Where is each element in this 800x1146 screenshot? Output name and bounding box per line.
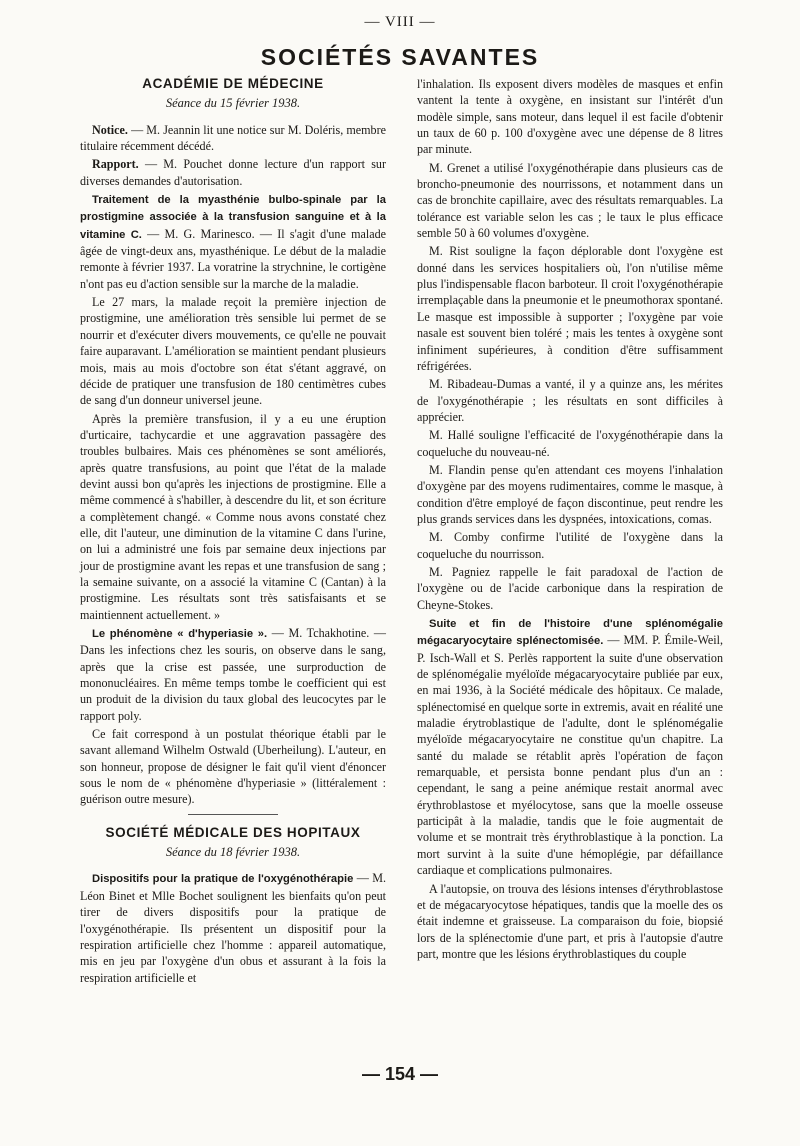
- notice-label: Notice.: [92, 122, 128, 137]
- left-column: [80, 76, 386, 988]
- myasthenie-paragraph: [80, 191, 386, 292]
- page-number: — 154 —: [361, 1064, 439, 1084]
- hopitaux-session: Séance du 18 février 1938.: [165, 845, 301, 860]
- right-column: [417, 76, 723, 964]
- paragraph: M. Grenet a utilisé l'oxygénothérapie dans plusieurs cas de broncho-pneumonie des nourrissons, et notamment dans un cas de bronchite capillaire, avec des résultats remarquables. La tolérance est variable selon les cas ; le taux le plus efficace semble 50 à 60 volumes d'oxygène.: [417, 160, 723, 241]
- paragraph: Le 27 mars, la malade reçoit la première injection de prostigmine, une amélioration très sensible lui permet de se nourrir et d'exécuter divers mouvements, ce qu'elle ne pouvait faire auparavant. L'amélioration se maintient pendant plusieurs mois, mais au mois d'octobre son état s'étant aggravé, on décide de pratiquer une transfusion de 180 centimètres cubes de sang d'un donneur universel jeune.: [80, 295, 386, 408]
- notice-paragraph: [80, 122, 386, 155]
- dispositifs-text: — M. Léon Binet et Mlle Bochet soulignent les bienfaits qu'on peut tirer de divers dispositifs pour la pratique de l'oxygénothérapie. Ils présentent un dispositif pour la respiration artificielle chez l'homme : appareil automatique, mis en jeu par l'oxygène d'un obus et assurant à la fois la respiration artificielle et: [80, 871, 386, 985]
- dispositifs-title: Dispositifs pour la pratique de l'oxygénothérapie: [92, 873, 354, 886]
- paragraph: Ce fait correspond à un postulat théorique établi par le savant allemand Wilhelm Ostwald (Uberheilung). L'auteur, en son honneur, propose de désigner le fait qu'il vient d'énoncer sous le nom de « phénomène d'hyperiasie » (littéralement : guérison outre mesure).: [80, 727, 386, 807]
- myasthenie-title: Traitement de la myasthénie bulbo-spinale par la prostigmine associée à la transfusion sanguine et à la vitamine C.: [80, 194, 386, 241]
- rapport-text: — M. Pouchet donne lecture d'un rapport sur diverses demandes d'autorisation.: [80, 157, 386, 188]
- hopitaux-heading: SOCIÉTÉ MÉDICALE DES HOPITAUX: [105, 824, 361, 840]
- academie-heading: ACADÉMIE DE MÉDECINE: [142, 76, 324, 91]
- paragraph: A l'autopsie, on trouva des lésions intenses d'érythroblastose et de mégacaryocytose hépatiques, tandis que la moelle des os était indemne et graisseuse. La comparaison du foie, biopsié lors de la splénectomie d'une part, et pris à l'autopsie d'autre part, montre que les lésions érythroblastiques du couple: [417, 881, 723, 961]
- hyperiasie-paragraph: [80, 625, 386, 724]
- roman-page-number: — VIII —: [364, 14, 436, 30]
- paragraph: M. Flandin pense qu'en attendant ces moyens l'inhalation d'oxygène par des moyens rudimentaires, comme le masque, à condition d'être employé de façon discontinue, peut rendre les plus grands services dans les dyspnées, intoxications, comas.: [417, 462, 723, 526]
- hyperiasie-title: Le phénomène « d'hyperiasie ».: [92, 628, 268, 640]
- section-banner: SOCIÉTÉS SAVANTES: [260, 44, 540, 70]
- paragraph: M. Comby confirme l'utilité de l'oxygène dans la coqueluche du nourrisson.: [417, 530, 723, 561]
- paragraph: M. Rist souligne la façon déplorable dont l'oxygène est donné dans les services hospitaliers où, l'on n'utilise même plus l'indispensable flacon barboteur. Il croit l'oxygénothérapie irremplaçable dans la pneumonie et le pneumothorax spontané. Le masque est impossible à supporter ; l'oxygène par voie nasale est souvent bien toléré ; mais les tentes à oxygène sont infiniment supérieures, à condition d'être suffisamment réfrigérées.: [417, 244, 723, 373]
- paragraph: M. Ribadeau-Dumas a vanté, il y a quinze ans, les mérites de l'oxygénothérapie ; les résultats en sont difficiles à apprécier.: [417, 377, 723, 424]
- paragraph: M. Hallé souligne l'efficacité de l'oxygénothérapie dans la coqueluche du nouveau-né.: [417, 428, 723, 459]
- section-divider: [188, 814, 278, 815]
- myasthenie-text: — M. G. Marinesco. — Il s'agit d'une malade âgée de vingt-deux ans, myasthénique. Le début de la maladie remonte à février 1937. La voratrine la strychnine, le cortigène n'ont pas eu d'action sensible sur la marche de la maladie.: [80, 226, 387, 291]
- hyperiasie-text: — M. Tchakhotine. — Dans les infections chez les souris, on observe dans le sang, après que la crise est passée, une surproduction de mononucléaires. En même temps tombe le coefficient qui est un produit de la division du taux global des leucocytes par le rapport poly.: [80, 626, 387, 723]
- paragraph: Après la première transfusion, il y a eu une éruption d'urticaire, tachycardie et une aggravation passagère des troubles bulbaires. Mais ces phénomènes se sont améliorés, après quatre transfusions, au point que l'état de la malade devint aussi bon qu'après les injections de prostigmine. Elle a même commencé à s'habiller, à descendre du lit, et son écriture a complètement changé. « Comme nous avons constaté chez elle, dit l'auteur, une diminution de la vitamine C dans l'urine, on lui a administré une fois par semaine deux injections par jour de prostigmine avant les repas et une transfusion de sang ; la semaine suivante, on a associé la vitamine C (Cantan) à la prostigmine. Les résultats sont très satisfaisants et se maintiennent actuellement. »: [80, 411, 386, 622]
- rapport-paragraph: [80, 156, 386, 189]
- splenomegalie-text: — MM. P. Émile-Weil, P. Isch-Wall et S. Perlès rapportent la suite d'une observation de splénomégalie myéloïde mégacaryocytaire publiée par eux, en mai 1936, à la Société médicale des hôpitaux. Ce malade, splénectomisé en quelque sorte in extremis, avait en réalité une maladie érytroblastique de l'adulte, dont le splénomégalie myéloïde mégacaryocytaire ne constitue qu'un chapitre. La santé du malade se rétablit après l'opération de façon remarquable, et persista bonne pendant plus d'un an : cependant, le sang a peine anémique restait anormal avec érythroblastose et myélocytose, sans que la moelle osseuse participât à la maladie, tandis que le foie augmentait de volume et se montrait très érythroblastique à la ponction. La mort survint à la suite d'une hémoplégie, par défaillance cardiaque et complications pulmonaires.: [417, 633, 723, 878]
- splenomegalie-paragraph: [417, 615, 723, 879]
- dispositifs-paragraph: [80, 870, 386, 985]
- paragraph: l'inhalation. Ils exposent divers modèles de masques et enfin vantent la tente à oxygène, en insistant sur l'intérêt d'un modèle simple, sans moteur, dans lequel il est facile d'obtenir un taux de 60 p. 100 d'oxygène avec une dépense de 8 litres par minute.: [417, 77, 723, 157]
- rapport-label: Rapport.: [92, 157, 139, 172]
- splenomegalie-title: Suite et fin de l'histoire d'une splénomégalie mégacaryocytaire splénectomisée.: [417, 618, 723, 648]
- paragraph: M. Pagniez rappelle le fait paradoxal de l'action de l'oxygène ou de l'acide carbonique dans la respiration de Cheyne-Stokes.: [417, 564, 723, 612]
- notice-text: — M. Jeannin lit une notice sur M. Doléris, membre titulaire récemment décédé.: [80, 122, 386, 154]
- academie-session: Séance du 15 février 1938.: [165, 96, 301, 111]
